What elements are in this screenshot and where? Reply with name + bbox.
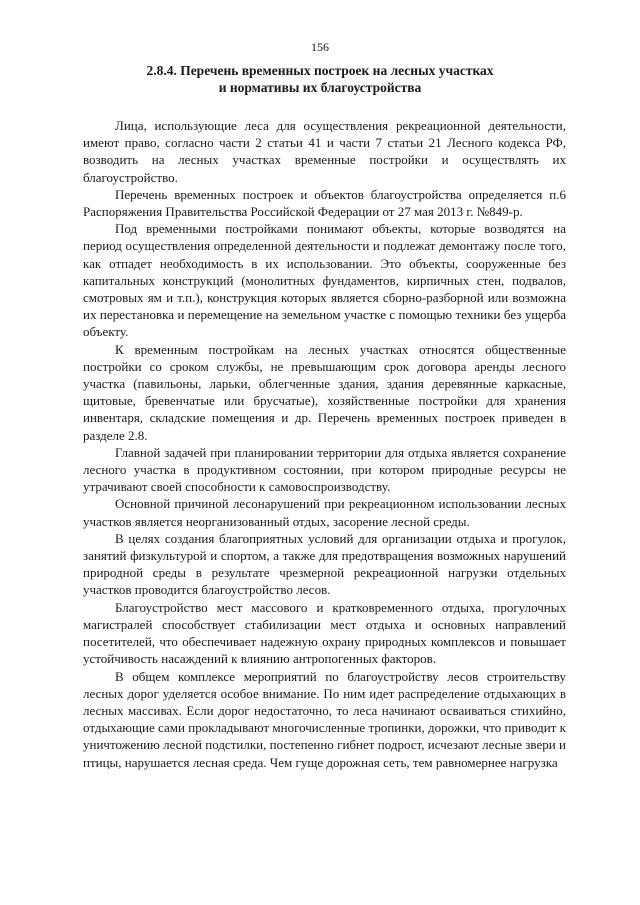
section-title <box>100 62 540 96</box>
paragraph: Под временными постройками понимают объекты, которые возводятся на период осуществления определенной деятельности и подлежат демонтажу после того, как отпадет необходимость в их использовании. Это объекты, сооруженные без капитальных конструкций (монолитных фундаментов, кирпичных стен, подвалов, смотровых ям и т.п.), конструкция которых является сборно-разборной или возможна их перестановка и перемещение на земельном участке с помощью техники без ущерба объекту. <box>83 221 566 340</box>
page-number: 156 <box>311 40 329 54</box>
paragraph: Лица, использующие леса для осуществления рекреационной деятельности, имеют право, согласно части 2 статьи 41 и части 7 статьи 21 Лесного кодекса РФ, возводить на лесных участках временные постройки и осуществлять их благоустройство. <box>83 118 566 185</box>
paragraph: Основной причиной лесонарушений при рекреационном использовании лесных участков является неорганизованный отдых, засорение лесной среды. <box>83 496 566 529</box>
paragraph: В целях создания благоприятных условий для организации отдыха и прогулок, занятий физкультурой и спортом, а также для предотвращения возможных нарушений природной среды в результате чрезмерной рекреационной нагрузки отдельных участков проводится благоустройство лесов. <box>83 530 566 598</box>
section-title-line-2: и нормативы их благоустройства <box>218 80 422 95</box>
paragraph: В общем комплексе мероприятий по благоустройству лесов строительству лесных дорог уделяется особое внимание. По ним идет распределение отдыхающих в лесных массивах. Если дорог недостаточно, то леса начинают осваиваться стихийно, отдыхающие сами прокладывают многочисленные тропинки, дорожки, что приводит к уничтожению лесной подстилки, постепенно гибнет подрост, исчезают лесные звери и птицы, нарушается лесная среда. Чем гуще дорожная сеть, тем равномернее нагрузка <box>83 668 566 770</box>
body-text <box>83 117 566 771</box>
section-title-line-1: 2.8.4. Перечень временных построек на лесных участках <box>146 63 494 78</box>
paragraph: К временным постройкам на лесных участках относятся общественные постройки со сроком службы, не превышающим срок договора аренды лесного участка (павильоны, ларьки, облегченные здания, здания деревянные каркасные, щитовые, бревенчатые или брусчатые), хозяйственные постройки для хранения инвентаря, складские помещения и др. Перечень временных построек приведен в разделе 2.8. <box>83 341 566 443</box>
paragraph: Главной задачей при планировании территории для отдыха является сохранение лесного участка в продуктивном состоянии, при котором природные ресурсы не утрачивают своей способности к самовоспроизводству. <box>83 444 566 495</box>
paragraph: Благоустройство мест массового и кратковременного отдыха, прогулочных магистралей способствует стабилизации мест отдыха и основных направлений посетителей, что обеспечивает надежную охрану природных комплексов и повышает устойчивость насаждений к влиянию антропогенных факторов. <box>83 599 566 667</box>
paragraph: Перечень временных построек и объектов благоустройства определяется п.6 Распоряжения Правительства Российской Федерации от 27 мая 2013 г. №849-р. <box>83 186 566 220</box>
